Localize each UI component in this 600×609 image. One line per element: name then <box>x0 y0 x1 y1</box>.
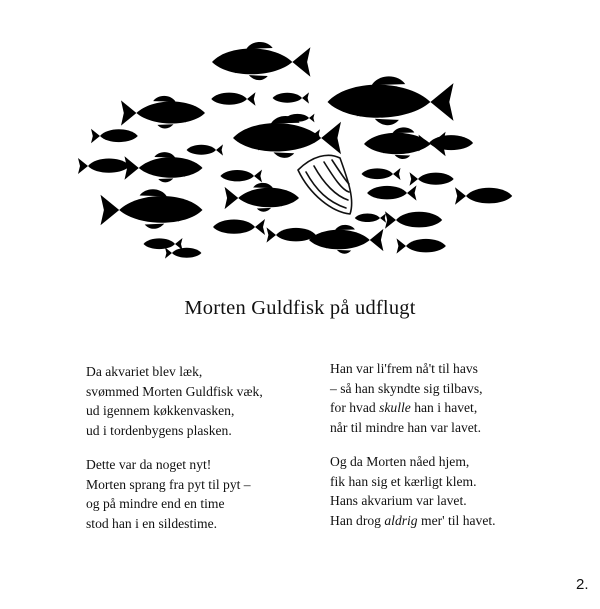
stanza <box>86 362 263 440</box>
stanza <box>330 359 483 437</box>
line-text: Og da Morten nåed hjem, <box>330 454 470 469</box>
poem-line <box>330 359 483 379</box>
line-text: han i havet, <box>410 400 478 416</box>
poem-line <box>86 421 263 441</box>
poem-line <box>330 398 483 418</box>
line-text: Da akvariet blev læk, <box>86 364 203 379</box>
line-text: stod han i en sildestime. <box>86 515 218 531</box>
emphasis-text: aldrig <box>384 512 418 528</box>
stanza <box>330 452 496 530</box>
line-text: Han var li'frem nå't til havs <box>330 361 478 376</box>
line-text: ud i tordenbygens plasken. <box>86 422 232 438</box>
line-text: Morten sprang fra pyt til pyt – <box>86 476 251 492</box>
line-text: og på mindre end en time <box>86 496 225 512</box>
line-text: Hans akvarium var lavet. <box>330 493 467 509</box>
poem-line <box>330 472 496 492</box>
poem-title: Morten Guldfisk på udflugt <box>184 297 416 319</box>
poem-line <box>86 401 263 421</box>
fish-school-illustration <box>70 30 530 275</box>
poem-line <box>86 514 251 534</box>
line-text: fik han sig et kærligt klem. <box>330 473 477 489</box>
poem-line <box>86 494 251 514</box>
emphasis-text: skulle <box>379 400 411 416</box>
poem-line <box>86 455 251 475</box>
poem-line <box>330 418 483 438</box>
stanza <box>86 455 251 533</box>
poem-line <box>86 362 263 382</box>
poem-line <box>86 382 263 402</box>
page-number: 2. <box>576 576 589 593</box>
line-text: Dette var da noget nyt! <box>86 457 212 472</box>
line-text: mer' til havet. <box>417 512 496 528</box>
poem-line <box>330 379 483 399</box>
line-text: Han drog <box>330 512 385 528</box>
poem-line <box>330 452 496 472</box>
line-text: svømmed Morten Guldfisk væk, <box>86 383 263 399</box>
line-text: – så han skyndte sig tilbavs, <box>330 380 483 396</box>
line-text: når til mindre han var lavet. <box>330 419 481 435</box>
poem-line <box>86 475 251 495</box>
line-text: for hvad <box>330 400 380 416</box>
line-text: ud igennem køkkenvasken, <box>86 403 235 419</box>
poem-line <box>330 511 496 531</box>
poem-line <box>330 491 496 511</box>
